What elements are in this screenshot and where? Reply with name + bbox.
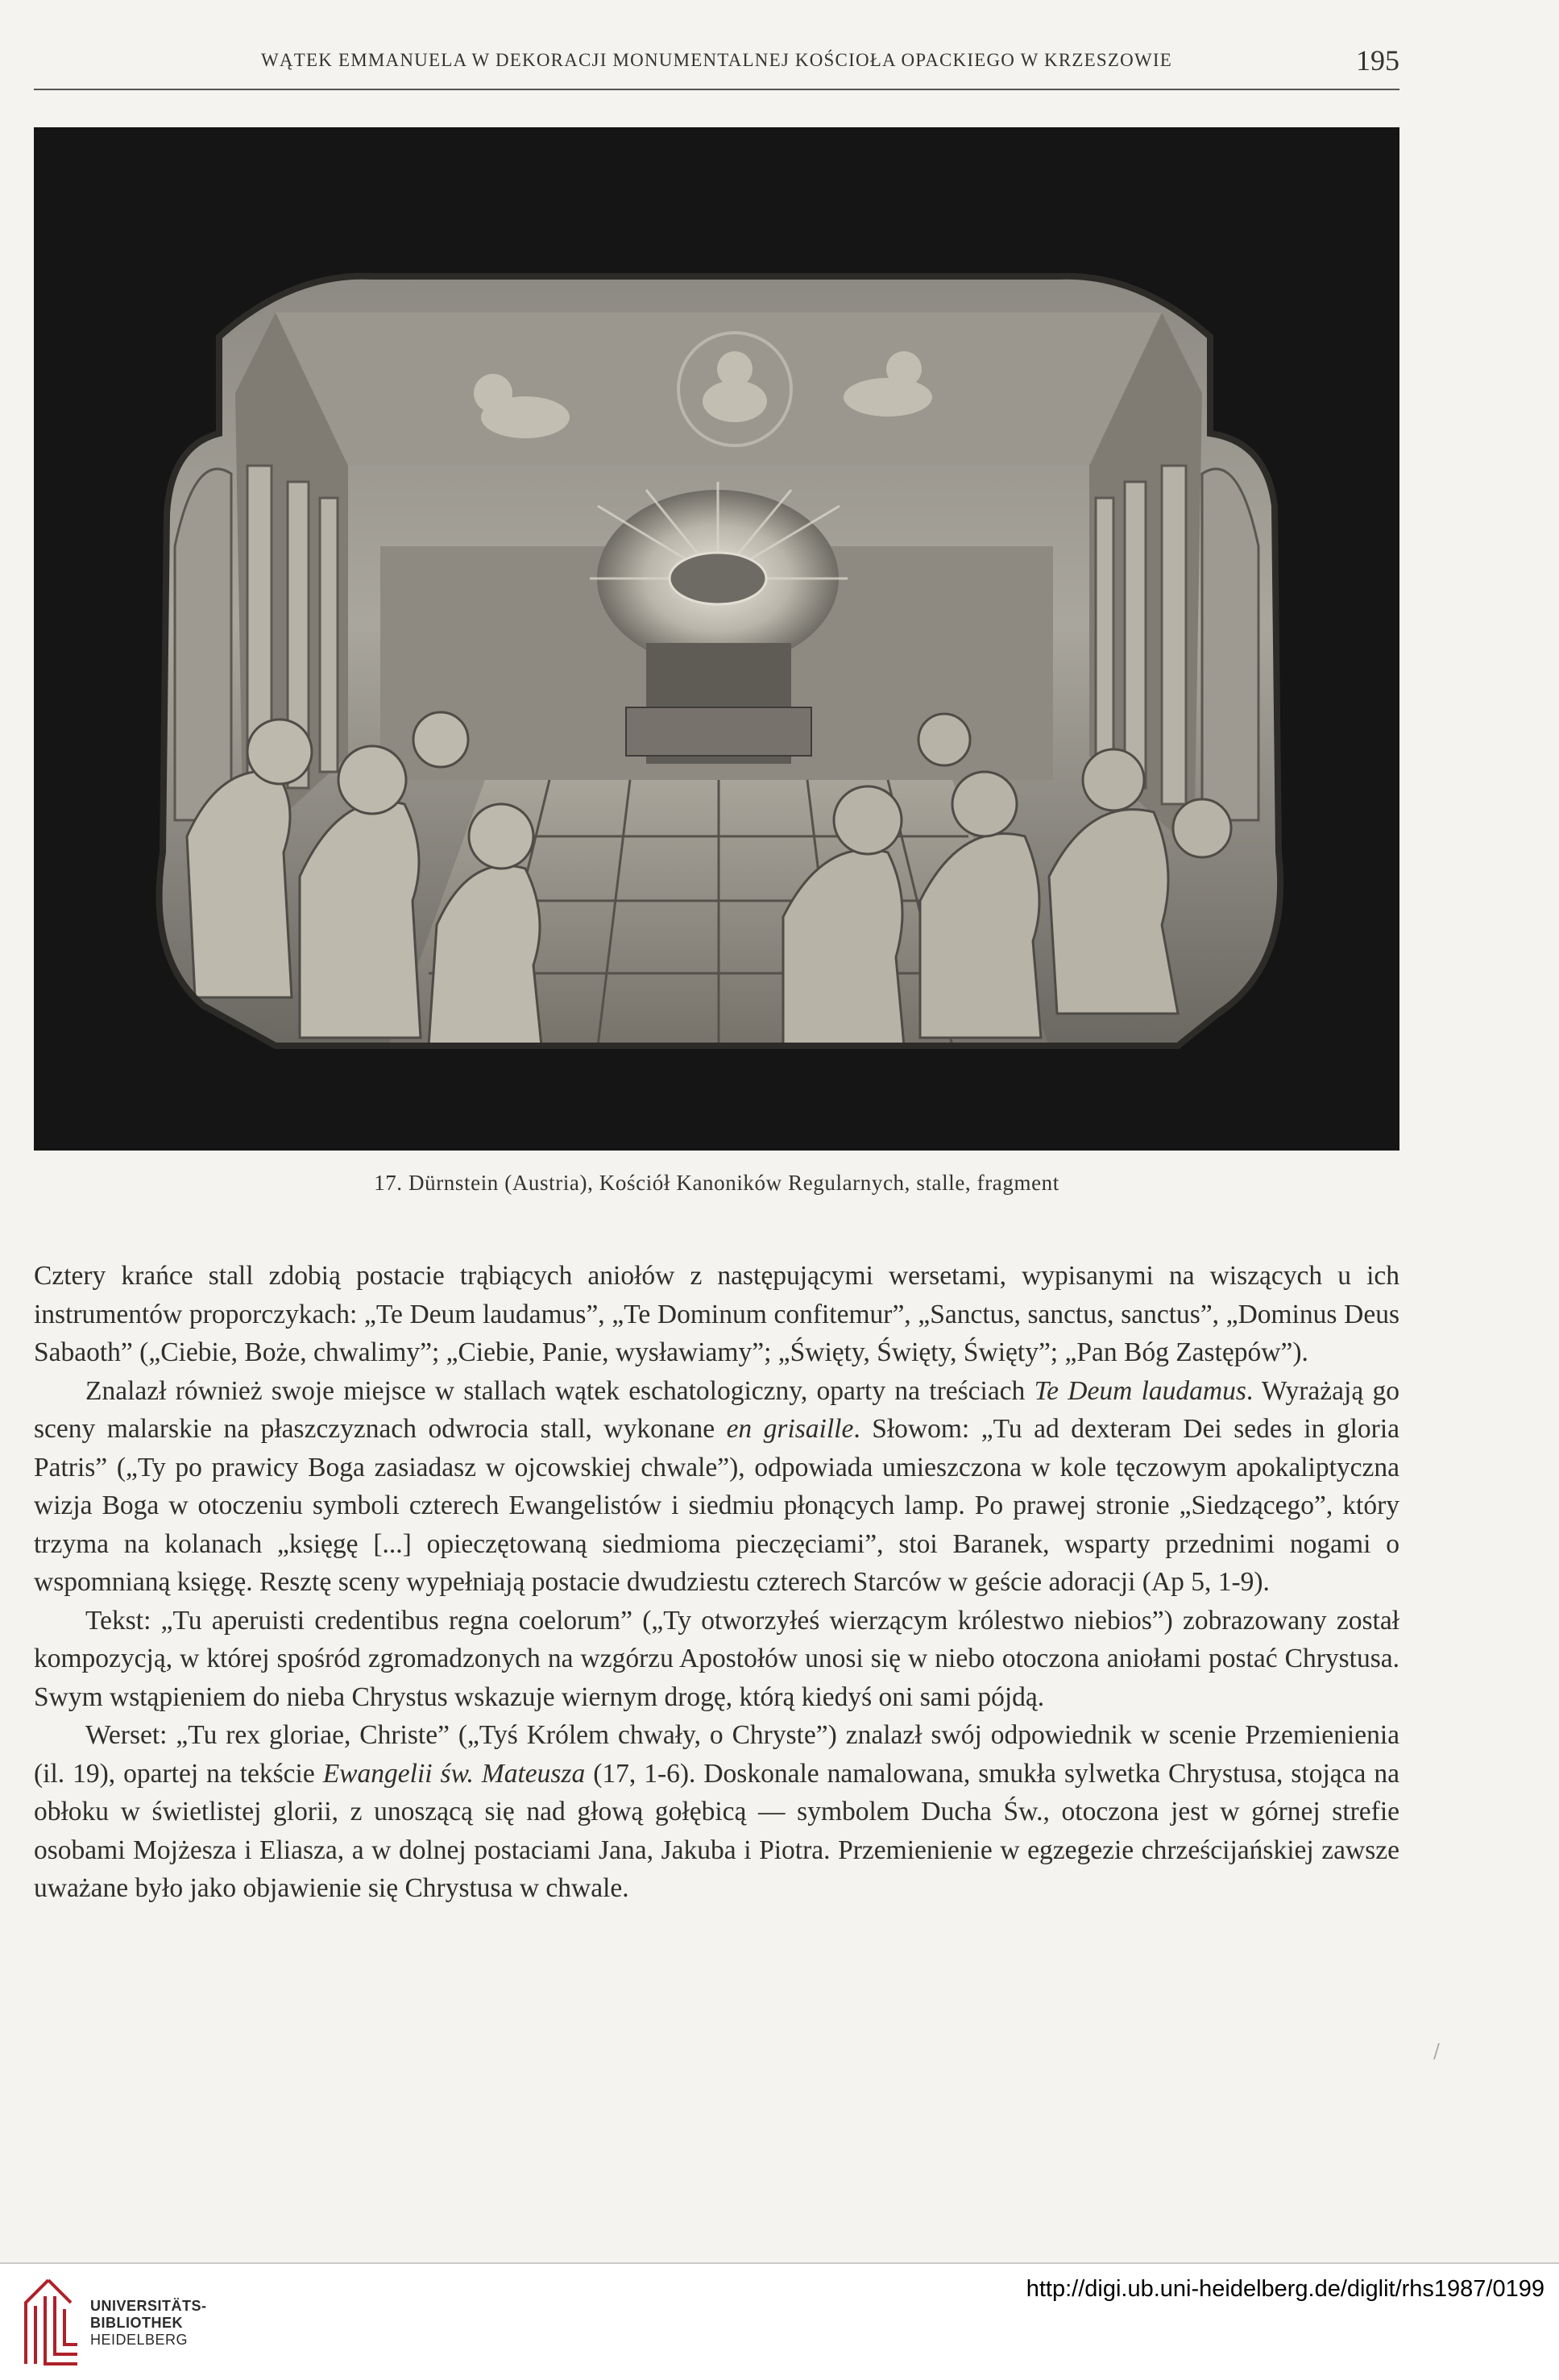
- header-rule: [34, 89, 1399, 90]
- library-name-line-1: UNIVERSITÄTS-: [90, 2298, 207, 2314]
- margin-pencil-mark: [1433, 2042, 1441, 2060]
- source-url-link[interactable]: http://digi.ub.uni-heidelberg.de/diglit/rhs1987/0199: [1026, 2276, 1544, 2302]
- library-name: [90, 2298, 207, 2349]
- library-name-line-2: BIBLIOTHEK: [90, 2315, 183, 2331]
- paragraph-4-italic-1: Ewangelii św. Mateusza: [322, 1758, 586, 1789]
- paragraph-2-italic-2: en grisaille: [726, 1414, 854, 1444]
- paragraph-2-italic-1: Te Deum laudamus: [1034, 1375, 1246, 1406]
- paragraph-1: Cztery krańce stall zdobią postacie trąbiących aniołów z następującymi wersetami, wypisanymi na wiszących u ich instrumentów proporczykach: „Te Deum laudamus”, „Te Dominum confitemur”, „Sanctus, sanctus, sanctus”, „Dominus Deus Sabaoth” („Ciebie, Boże, chwalimy”; „Ciebie, Panie, wysławiamy”; „Święty, Święty, Święty”; „Pan Bóg Zastępów”).: [34, 1261, 1399, 1367]
- library-name-line-3: HEIDELBERG: [90, 2332, 189, 2348]
- paragraph-4-text-a: Werset: „Tu rex gloriae, Christe” („Tyś Królem chwały, o Chryste”) znalazł swój odpowiednik w scenie Przemienienia (il. 19), opartej na tekście: [34, 1720, 1399, 1789]
- running-header: WĄTEK EMMANUELA W DEKORACJI MONUMENTALNEJ KOŚCIOŁA OPACKIEGO W KRZESZOWIE: [261, 50, 1172, 70]
- relief-image: [34, 127, 1399, 1151]
- paragraph-2: [34, 1372, 1399, 1602]
- figure-photograph: [34, 127, 1399, 1151]
- figure-caption: 17. Dürnstein (Austria), Kościół Kanoników Regularnych, stalle, fragment: [374, 1171, 1059, 1195]
- body-text: [34, 1257, 1399, 1908]
- university-library-logo-icon: [16, 2277, 81, 2367]
- paragraph-2-text-c: . Słowom: „Tu ad dexteram Dei sedes in gloria Patris” („Ty po prawicy Boga zasiadasz w ojcowskiej chwale”), odpowiada umieszczona w kole tęczowym apokaliptyczna wizja Boga w otoczeniu symboli czterech Ewangelistów i siedmiu płonących lamp. Po prawej stronie „Siedzącego”, który trzyma na kolanach „księgę [...] opieczętowaną siedmioma pieczęciami”, stoi Baranek, wsparty przednimi nogami o wspomnianą księgę. Resztę sceny wypełniają postacie dwudziestu czterech Starców w geście adoracji (Ap 5, 1-9).: [34, 1414, 1399, 1597]
- paragraph-4: [34, 1716, 1399, 1908]
- paragraph-4-text-b: (17, 1-6). Doskonale namalowana, smukła sylwetka Chrystusa, stojąca na obłoku w świetlistej glorii, z unoszącą się nad głową gołębicą — symbolem Ducha Św., otoczona jest w górnej strefie osobami Mojżesza i Eliasza, a w dolnej postaciami Jana, Jakuba i Piotra. Przemienienie w egzegezie chrześcijańskiej zawsze uważane było jako objawienie się Chrystusa w chwale.: [34, 1758, 1400, 1903]
- paragraph-2-text-b: . Wyrażają go sceny malarskie na płaszczyznach odwrocia stall, wykonane: [34, 1375, 1399, 1444]
- paragraph-3: Tekst: „Tu aperuisti credentibus regna coelorum” („Ty otworzyłeś wierzącym królestwo niebios”) zobrazowany został kompozycją, w której spośród zgromadzonych na wzgórzu Apostołów unosi się w niebo otoczona aniołami postać Chrystusa. Swym wstąpieniem do nieba Chrystus wskazuje wiernym drogę, którą kiedyś oni sami pójdą.: [34, 1605, 1399, 1712]
- footer-rule: [0, 2262, 1559, 2264]
- page-number: 195: [1356, 44, 1399, 77]
- paragraph-2-text-a: Znalazł również swoje miejsce w stallach wątek eschatologiczny, oparty na treściach: [85, 1375, 1026, 1406]
